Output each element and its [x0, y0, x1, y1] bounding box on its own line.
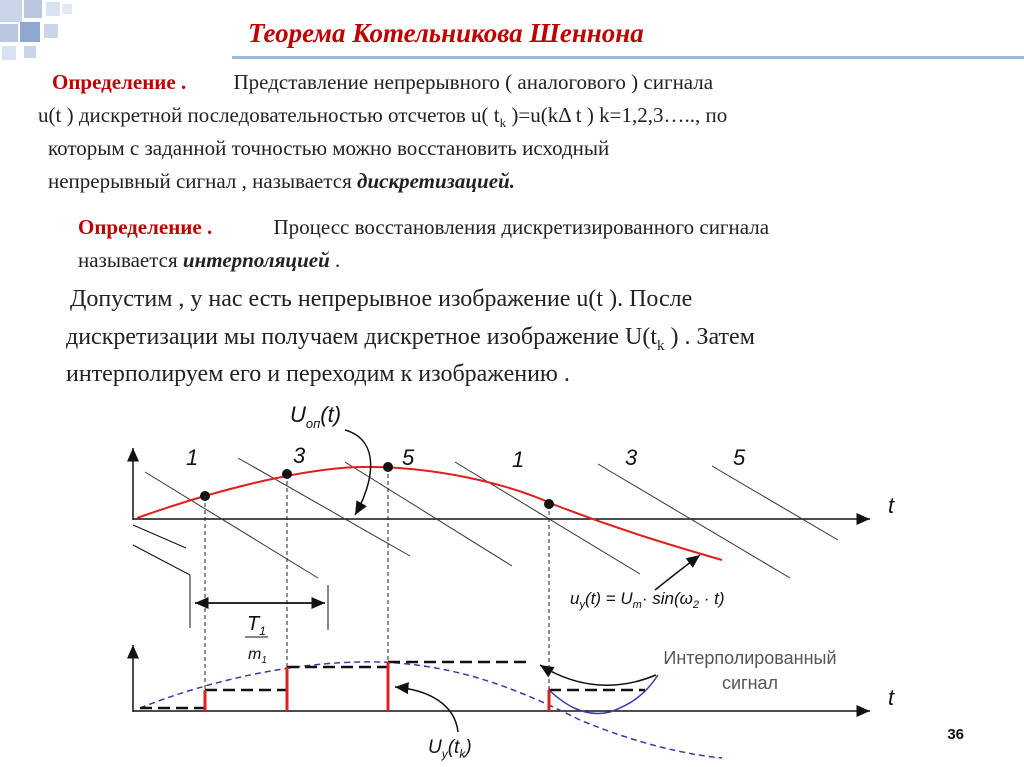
uy-label: $U_y(t_k)$: [428, 737, 472, 761]
definition-1-line-4: непрерывный сигнал , называется дискретизацией.: [48, 169, 515, 193]
uon-label: $U_{оп}(t)$: [290, 402, 342, 431]
term-interpolation: интерполяцией: [182, 248, 330, 272]
interpolated-label: Интерполированный сигнал: [663, 648, 837, 693]
definition-1-line-3: которым с заданной точностью можно восстановить исходный: [48, 136, 610, 160]
term-discretization: дискретизацией.: [357, 169, 515, 193]
scan-number: 5: [402, 445, 415, 470]
definition-1-line-1: Определение . Представление непрерывного ( аналогового ) сигнала: [52, 70, 714, 94]
scan-number: 3: [625, 445, 638, 470]
uon-pointer: [345, 430, 371, 515]
signal-formula: $u_y(t) = U_m\cdot \sin(\omega_2 \cdot t)$: [570, 589, 725, 611]
page-number: 36: [947, 726, 964, 743]
definition-2-line-2: называется интерполяцией .: [78, 248, 341, 272]
scan-number: 1: [186, 445, 199, 470]
definition-1-label: Определение .: [52, 70, 187, 94]
paragraph-line-1: Допустим , у нас есть непрерывное изображение u(t ). После: [70, 286, 693, 312]
definition-1-line-2: u(t ) дискретной последовательностью отсчетов u( $t_k$ )=u(kΔ t ) k=1,2,3….., по: [38, 103, 728, 131]
scan-number: 3: [293, 443, 306, 468]
definition-2-label: Определение .: [78, 215, 213, 239]
scan-number: 5: [733, 445, 746, 470]
scan-line: [455, 462, 640, 574]
scan-line: [712, 466, 838, 540]
top-axis-t-label: t: [888, 493, 895, 518]
scan-line: [238, 458, 410, 556]
paragraph-line-2: дискретизации мы получаем дискретное изображение $U(t_k$ ) . Затем: [66, 324, 755, 354]
scan-line: [598, 464, 790, 578]
scan-number: 1: [512, 447, 525, 472]
bottom-axis-t-label: t: [888, 685, 895, 710]
period-denominator: $m_1$: [248, 646, 267, 666]
scan-lines: [145, 458, 838, 578]
definition-2-line-1: Определение . Процесс восстановления дискретизированного сигнала: [78, 215, 770, 239]
page-title: Теорема Котельникова Шеннона: [248, 18, 644, 48]
uy-pointer: [395, 687, 458, 732]
period-step: [133, 525, 186, 548]
paragraph-line-3: интерполируем его и переходим к изображению .: [66, 361, 570, 387]
formula-pointer: [655, 555, 700, 590]
signal-curve: [137, 467, 722, 560]
period-label: $T_1$: [247, 613, 266, 638]
period-step: [133, 545, 190, 575]
interp-pointer: [540, 665, 656, 685]
